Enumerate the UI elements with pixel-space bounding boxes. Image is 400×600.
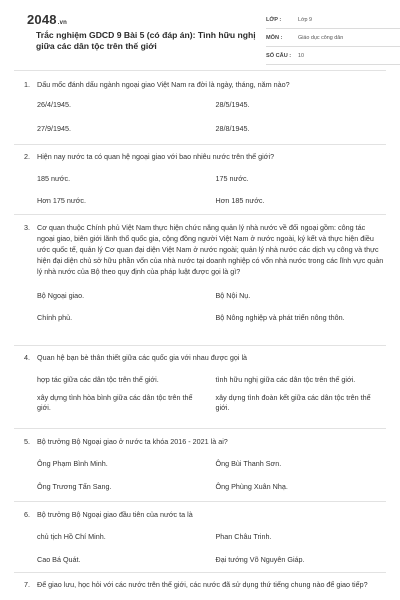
- logo-tld-text: .vn: [57, 20, 68, 26]
- meta-value: Giáo dục công dân: [298, 34, 344, 41]
- question-text: Quan hệ bạn bè thân thiết giữa các quốc gia với nhau được gọi là: [37, 353, 248, 362]
- answer-option[interactable]: hợp tác giữa các dân tộc trên thế giới.: [37, 375, 159, 384]
- answer-option[interactable]: Hơn 185 nước.: [215, 196, 265, 205]
- answer-option[interactable]: Ông Phùng Xuân Nhạ.: [215, 482, 288, 491]
- question-text: Bộ trưởng Bộ Ngoại giao đầu tiên của nước ta là: [37, 510, 193, 519]
- meta-label: MÔN :: [266, 34, 283, 41]
- answer-option[interactable]: Bộ Nội Nụ.: [215, 291, 251, 300]
- document-title: Trắc nghiệm GDCD 9 Bài 5 (có đáp án): Tình hữu nghị giữa các dân tộc trên thế giới: [36, 30, 256, 51]
- divider: [14, 428, 386, 429]
- question-5: [0, 436, 400, 492]
- answer-option[interactable]: xây dựng tình đoàn kết giữa các dân tộc trên thế giới.: [215, 393, 371, 412]
- answer-options: [37, 459, 384, 492]
- meta-label: LỚP :: [266, 16, 282, 23]
- answer-option[interactable]: 175 nước.: [215, 174, 249, 183]
- meta-row-count: [266, 47, 400, 65]
- question-1: [0, 79, 400, 134]
- question-text: Cơ quan thuộc Chính phủ Việt Nam thực hiện chức năng quản lý nhà nước về đối ngoại gồm: công tác ngoại giao, biên giới lãnh thổ quốc gia, cộng đồng người Việt Nam ở nước ngoài, ký kết và thực hiện điều ước quốc tế, quản lý Cơ quan đại diện Việt Nam ở nước ngoài; quản lý nhà nước các dịch vụ công và thực hiện đại diện chủ sở hữu phần vốn của nhà nước tại doanh nghiệp có vốn nhà nước trong các lĩnh vực quản lý nhà nước của Bộ theo quy định của pháp luật được gọi là gì?: [37, 223, 384, 276]
- question-number: 7.: [24, 580, 30, 589]
- answer-option[interactable]: xây dựng tình hòa bình giữa các dân tộc trên thế giới.: [37, 393, 193, 412]
- question-stem: [24, 579, 384, 590]
- divider: [14, 501, 386, 502]
- answer-option[interactable]: 27/9/1945.: [37, 124, 71, 133]
- answer-options: [37, 174, 384, 206]
- divider: [14, 144, 386, 145]
- answer-option[interactable]: Chính phủ.: [37, 313, 73, 322]
- answer-options: [37, 100, 384, 134]
- question-number: 3.: [24, 223, 30, 232]
- question-7: [0, 579, 400, 590]
- question-stem: [24, 151, 384, 162]
- divider: [14, 572, 386, 573]
- answer-option[interactable]: tình hữu nghị giữa các dân tộc trên thế giới.: [215, 375, 356, 384]
- answer-option[interactable]: Cao Bá Quát.: [37, 555, 81, 564]
- answer-option[interactable]: Bộ Nông nghiệp và phát triển nông thôn.: [215, 313, 345, 322]
- document-meta: [266, 11, 400, 65]
- answer-option[interactable]: Ông Bùi Thanh Sơn.: [215, 459, 282, 468]
- answer-options: [37, 375, 384, 413]
- answer-option[interactable]: 26/4/1945.: [37, 100, 71, 109]
- question-text: Để giao lưu, học hỏi với các nước trên thế giới, các nước đã sử dụng thứ tiếng chung nào để giao tiếp?: [37, 580, 368, 589]
- meta-row-grade: [266, 11, 400, 29]
- question-3: [0, 222, 400, 323]
- answer-option[interactable]: 28/8/1945.: [215, 124, 250, 133]
- question-stem: [24, 79, 384, 90]
- meta-label: SỐ CÂU :: [266, 52, 292, 59]
- question-number: 6.: [24, 510, 30, 519]
- answer-option[interactable]: 28/5/1945.: [215, 100, 250, 109]
- logo-main-text: 2048: [27, 12, 57, 27]
- question-stem: [24, 509, 384, 520]
- site-logo[interactable]: [27, 12, 67, 27]
- answer-option[interactable]: Đại tướng Võ Nguyên Giáp.: [215, 555, 305, 564]
- question-2: [0, 151, 400, 206]
- answer-option[interactable]: chủ tịch Hồ Chí Minh.: [37, 532, 106, 541]
- question-number: 2.: [24, 152, 30, 161]
- question-stem: [24, 436, 384, 447]
- divider: [14, 214, 386, 215]
- answer-options: [37, 532, 384, 565]
- page-header: [14, 0, 386, 68]
- question-6: [0, 509, 400, 565]
- meta-value: 10: [298, 52, 304, 59]
- answer-options: [37, 291, 384, 323]
- question-text: Hiện nay nước ta có quan hệ ngoại giao với bao nhiêu nước trên thế giới?: [37, 152, 275, 161]
- answer-option[interactable]: Ông Phạm Bình Minh.: [37, 459, 108, 468]
- meta-row-subject: [266, 29, 400, 47]
- answer-option[interactable]: Phan Châu Trinh.: [215, 532, 272, 541]
- question-stem: [24, 352, 384, 363]
- answer-option[interactable]: Bộ Ngoại giao.: [37, 291, 85, 300]
- question-number: 1.: [24, 80, 30, 89]
- question-number: 5.: [24, 437, 30, 446]
- question-text: Dấu mốc đánh dấu ngành ngoại giao Việt Nam ra đời là ngày, tháng, năm nào?: [37, 80, 290, 89]
- divider: [14, 345, 386, 346]
- answer-option[interactable]: Ông Trương Tấn Sang.: [37, 482, 112, 491]
- answer-option[interactable]: Hơn 175 nước.: [37, 196, 86, 205]
- question-text: Bộ trưởng Bộ Ngoại giao ở nước ta khóa 2016 - 2021 là ai?: [37, 437, 228, 446]
- question-4: [0, 352, 400, 413]
- question-number: 4.: [24, 353, 30, 362]
- answer-option[interactable]: 185 nước.: [37, 174, 71, 183]
- question-stem: [24, 222, 384, 277]
- meta-value: Lớp 9: [298, 16, 313, 23]
- divider: [14, 70, 386, 71]
